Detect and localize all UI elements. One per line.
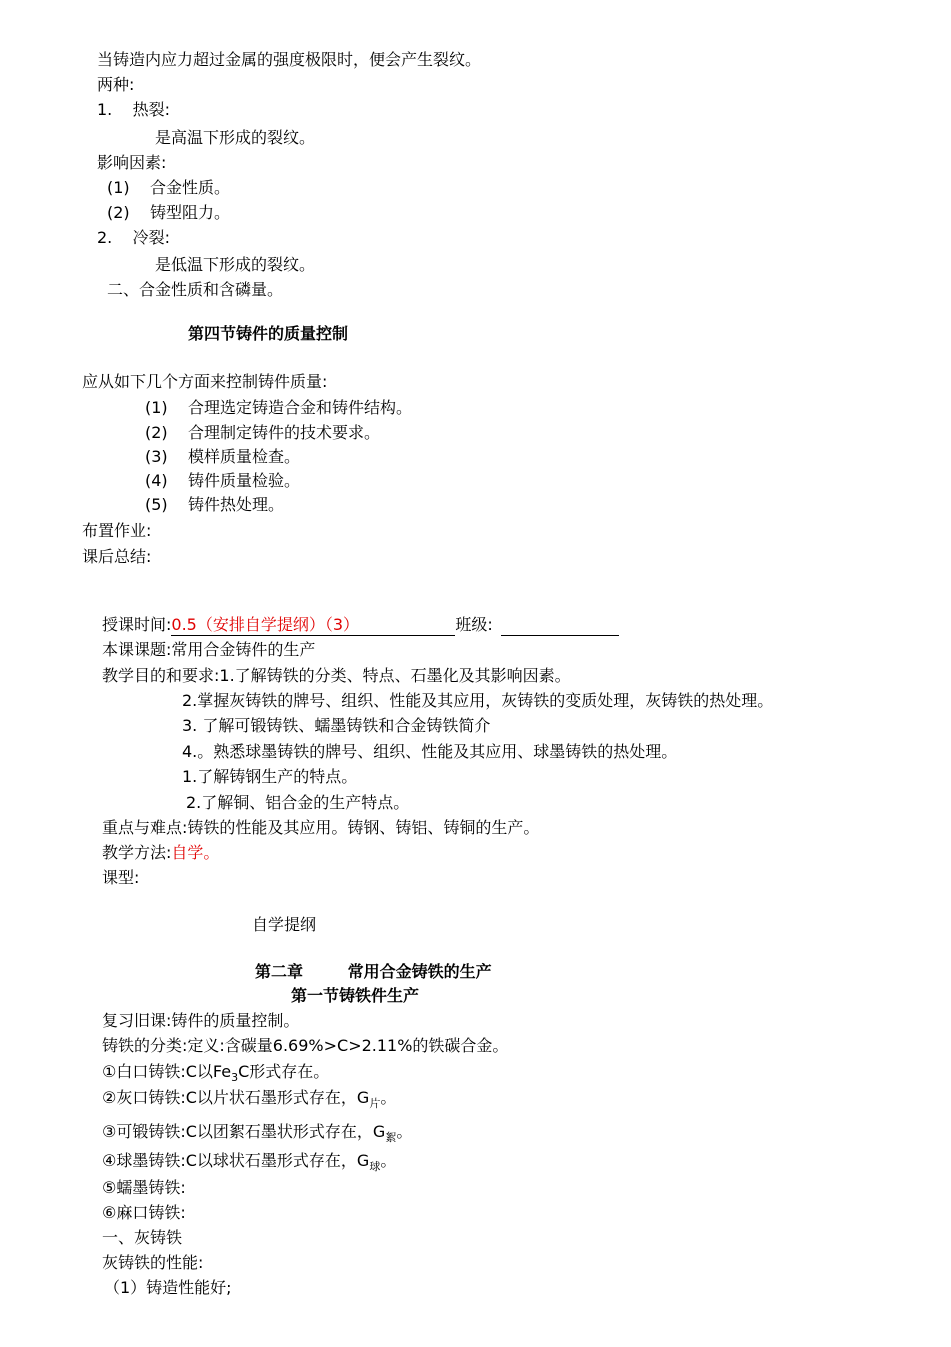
method-label: 教学方法: (102, 843, 172, 862)
lesson-time-row (102, 615, 619, 636)
goal-item: 1.了解铸铁的分类、特点、石墨化及其影响因素。 (219, 666, 571, 685)
iron-type: ⑤蠕墨铸铁: (102, 1178, 186, 1197)
text-line: 复习旧课:铸件的质量控制。 (102, 1011, 300, 1030)
lesson-type: 课型: (102, 868, 140, 887)
section-title: 第四节铸件的质量控制 (188, 324, 349, 343)
list-item: (3) 模样质量检查。 (145, 447, 301, 466)
goal-item: 1.了解铸钢生产的特点。 (182, 767, 358, 786)
method-row (102, 843, 219, 863)
list-item: （1）铸造性能好; (104, 1278, 232, 1297)
list-item: 二、合金性质和含磷量。 (107, 280, 284, 299)
goal-item: 2.了解铜、铝合金的生产特点。 (186, 793, 410, 812)
iron-type: ③可锻铸铁:C以团絮石墨状形式存在，$G_絮$。 (102, 1122, 413, 1144)
iron-type: ⑥麻口铸铁: (102, 1203, 186, 1222)
goals-row (102, 666, 571, 686)
goals-label: 教学目的和要求: (102, 666, 220, 685)
goal-item: 3. 了解可锻铸铁、蠕墨铸铁和合金铸铁简介 (182, 716, 491, 735)
list-item: (2) 合理制定铸件的技术要求。 (145, 423, 381, 442)
class-blank (501, 617, 619, 636)
list-item: (4) 铸件质量检验。 (145, 471, 301, 490)
text-line: 应从如下几个方面来控制铸件质量: (82, 372, 328, 391)
method-value: 自学。 (171, 843, 220, 862)
time-label: 授课时间: (102, 615, 172, 634)
lesson-topic: 本课课题:常用合金铸件的生产 (102, 640, 316, 659)
text-line: 灰铸铁的性能: (102, 1253, 204, 1272)
text-line: 影响因素: (97, 153, 167, 172)
iron-type: ④球墨铸铁:C以球状石墨形式存在，$G_球$。 (102, 1151, 397, 1173)
text-line: 当铸造内应力超过金属的强度极限时，便会产生裂纹。 (97, 50, 482, 69)
time-value: 0.5（安排自学提纲）（3） (171, 615, 455, 636)
goal-item: 4.。熟悉球墨铸铁的牌号、组织、性能及其应用、球墨铸铁的热处理。 (182, 742, 678, 761)
text-line: 铸铁的分类:定义:含碳量6.69%>C>2.11%的铁碳合金。 (102, 1036, 509, 1055)
list-item: 1. 热裂: (97, 100, 171, 119)
list-item: (2) 铸型阻力。 (107, 203, 231, 222)
outline-heading: 自学提纲 (252, 915, 317, 934)
text-line: 是低温下形成的裂纹。 (155, 255, 316, 274)
iron-type: ②灰口铸铁:C以片状石墨形式存在，$G_片$。 (102, 1088, 397, 1110)
section-title: 第一节铸铁件生产 (291, 986, 420, 1005)
text-line: 布置作业: (82, 521, 152, 540)
keypoints: 重点与难点:铸铁的性能及其应用。铸钢、铸铝、铸铜的生产。 (102, 818, 540, 837)
list-item: (1) 合金性质。 (107, 178, 231, 197)
text-line: 两种: (97, 75, 135, 94)
list-item: 2. 冷裂: (97, 228, 171, 247)
list-item: (5) 铸件热处理。 (145, 495, 285, 514)
list-item: (1) 合理选定铸造合金和铸件结构。 (145, 398, 413, 417)
chapter-title: 第二章 常用合金铸铁的生产 (255, 962, 492, 981)
text-line: 是高温下形成的裂纹。 (155, 128, 316, 147)
text-line: 课后总结: (82, 547, 152, 566)
class-label: 班级: (455, 615, 493, 634)
subheading: 一、灰铸铁 (102, 1228, 183, 1247)
goal-item: 2.掌握灰铸铁的牌号、组织、性能及其应用，灰铸铁的变质处理，灰铸铁的热处理。 (182, 691, 774, 710)
iron-type: ①白口铸铁:C以$Fe_3C$形式存在。 (102, 1062, 330, 1084)
